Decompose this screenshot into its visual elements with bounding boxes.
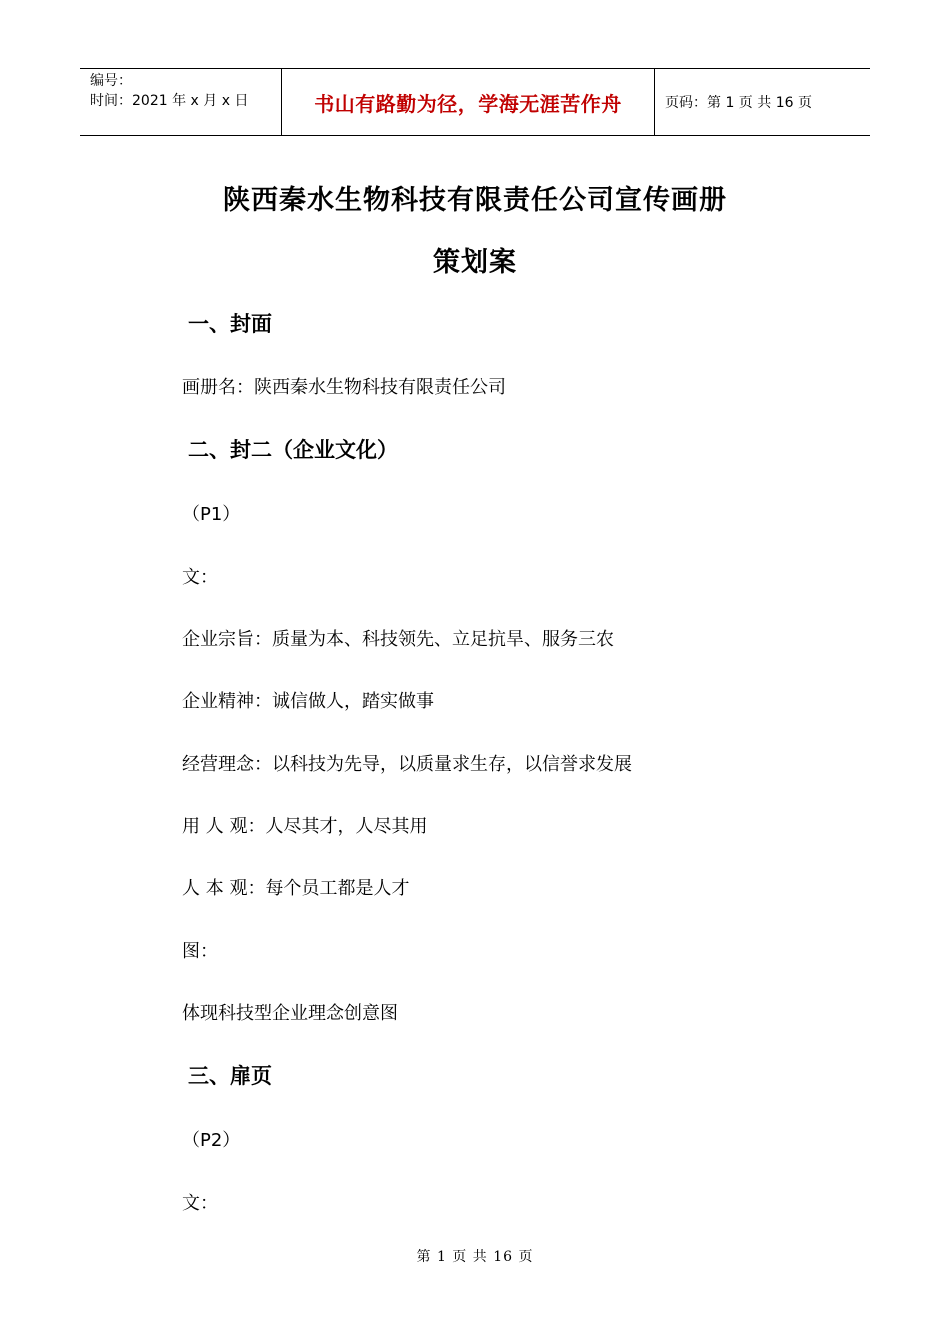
- paragraph-text-label: 文：: [182, 567, 218, 588]
- paragraph-image-label: 图：: [182, 941, 218, 962]
- date-label: 时间：2021 年 x 月 x 日: [90, 93, 249, 109]
- motto-text: 书山有路勤为径，学海无涯苦作舟: [314, 91, 622, 116]
- section-heading-culture: 二、封二（企业文化）: [188, 438, 398, 462]
- document-title-line2: 策划案: [433, 247, 517, 278]
- paragraph-album-name: 画册名：陕西秦水生物科技有限责任公司: [182, 377, 506, 398]
- header-page-cell: [655, 69, 870, 135]
- paragraph-p2: （P2）: [182, 1130, 241, 1151]
- paragraph-people-view: 人 本 观：每个员工都是人才: [182, 878, 410, 899]
- number-label: 编号：: [90, 73, 132, 89]
- header-meta-cell: [80, 69, 282, 135]
- paragraph-p1: （P1）: [182, 504, 241, 525]
- paragraph-image-desc: 体现科技型企业理念创意图: [182, 1003, 398, 1024]
- paragraph-talent-view: 用 人 观：人尽其才，人尽其用: [182, 816, 428, 837]
- page-footer: 第 1 页 共 16 页: [416, 1249, 534, 1265]
- paragraph-purpose: 企业宗旨：质量为本、科技领先、立足抗旱、服务三农: [182, 629, 614, 650]
- page-info: 页码：第 1 页 共 16 页: [665, 95, 812, 111]
- section-heading-title-page: 三、扉页: [188, 1064, 272, 1088]
- paragraph-philosophy: 经营理念：以科技为先导，以质量求生存，以信誉求发展: [182, 754, 632, 775]
- document-title-line1: 陕西秦水生物科技有限责任公司宣传画册: [223, 185, 727, 216]
- paragraph-text-label-2: 文：: [182, 1193, 218, 1214]
- header-motto-cell: [282, 69, 655, 135]
- paragraph-spirit: 企业精神：诚信做人，踏实做事: [182, 691, 434, 712]
- header-table: [80, 68, 870, 136]
- section-heading-cover: 一、封面: [188, 312, 272, 336]
